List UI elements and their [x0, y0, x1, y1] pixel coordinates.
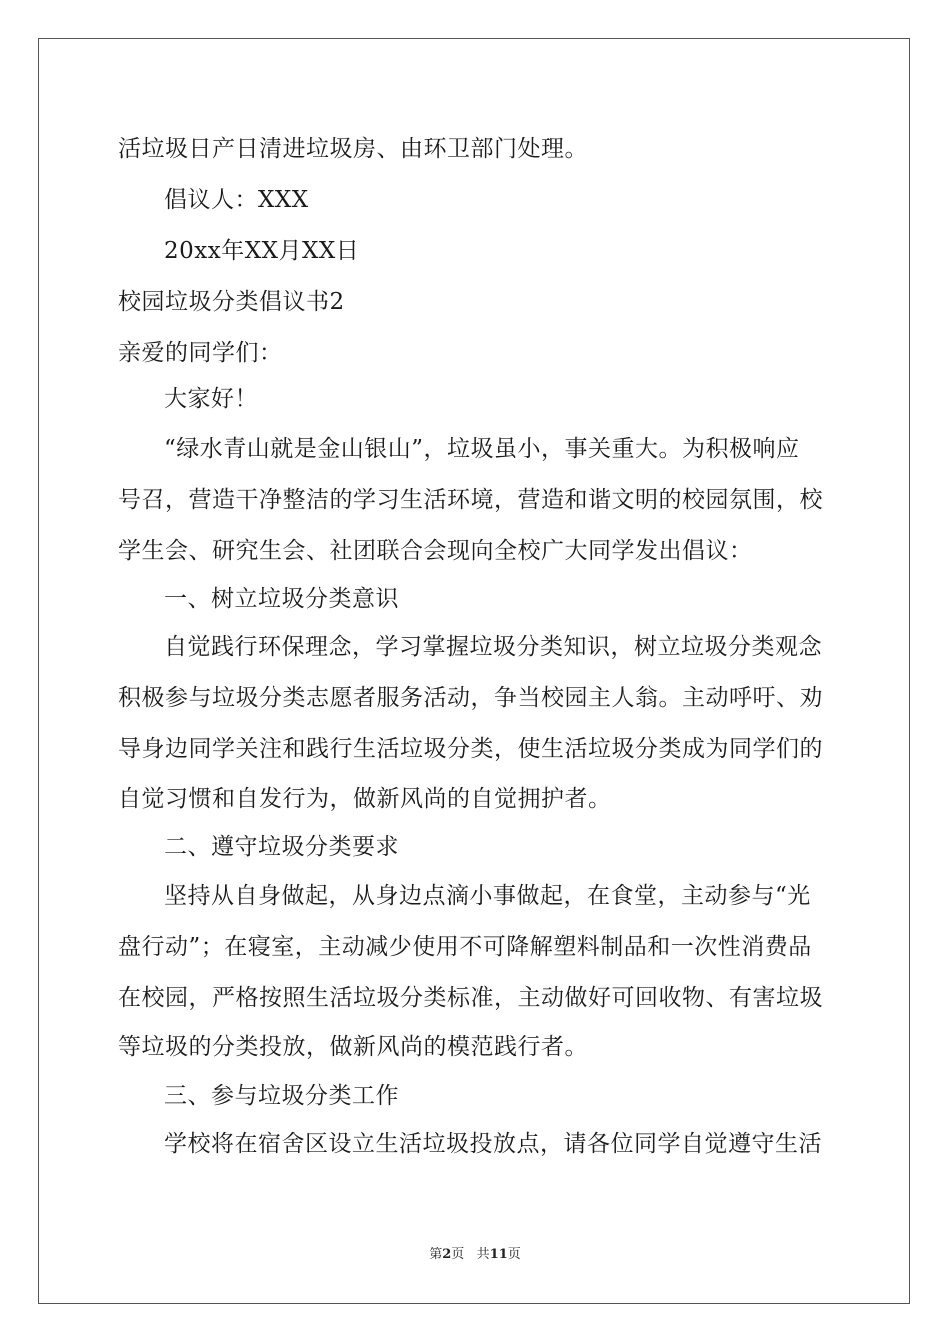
body-line: 学生会、研究生会、社团联合会现向全校广大同学发出倡议： — [118, 538, 753, 564]
salutation: 亲爱的同学们： — [118, 340, 283, 366]
body-line: 活垃圾日产日清进垃圾房、由环卫部门处理。 — [118, 136, 588, 162]
date-line: 20xx年XX月XX日 — [164, 238, 360, 264]
body-line: “绿水青山就是金山银山”，垃圾虽小，事关重大。为积极响应 — [164, 436, 800, 462]
body-line: 自觉践行环保理念，学习掌握垃圾分类知识，树立垃圾分类观念 — [164, 634, 822, 660]
page-number-prefix: 第 — [429, 1247, 443, 1262]
body-line: 在校园，严格按照生活垃圾分类标准，主动做好可回收物、有害垃圾 — [118, 985, 823, 1011]
page-frame — [38, 38, 910, 1304]
greeting: 大家好！ — [164, 386, 258, 412]
signatory-line: 倡议人：XXX — [164, 187, 309, 213]
body-line: 等垃圾的分类投放，做新风尚的模范践行者。 — [118, 1034, 588, 1060]
page-number-suffix: 页 — [451, 1247, 465, 1262]
body-line: 学校将在宿舍区设立生活垃圾投放点，请各位同学自觉遵守生活 — [164, 1131, 822, 1157]
body-line: 导身边同学关注和践行生活垃圾分类，使生活垃圾分类成为同学们的 — [118, 736, 823, 762]
body-line: 盘行动”；在寝室，主动减少使用不可降解塑料制品和一次性消费品 — [118, 934, 812, 960]
total-pages-prefix: 共 — [476, 1247, 490, 1262]
section-heading-3: 三、参与垃圾分类工作 — [164, 1083, 399, 1109]
body-line: 坚持从自身做起，从身边点滴小事做起，在食堂，主动参与“光 — [164, 883, 811, 909]
section-heading-1: 一、树立垃圾分类意识 — [164, 586, 399, 612]
document-title: 校园垃圾分类倡议书2 — [118, 289, 345, 315]
total-pages: 11 — [489, 1247, 508, 1262]
section-heading-2: 二、遵守垃圾分类要求 — [164, 834, 399, 860]
body-line: 积极参与垃圾分类志愿者服务活动，争当校园主人翁。主动呼吁、劝 — [118, 685, 823, 711]
body-line: 号召，营造干净整洁的学习生活环境，营造和谐文明的校园氛围，校 — [118, 487, 823, 513]
page-footer — [0, 1246, 950, 1264]
body-line: 自觉习惯和自发行为，做新风尚的自觉拥护者。 — [118, 786, 612, 812]
page-number: 2 — [442, 1247, 452, 1262]
total-pages-suffix: 页 — [507, 1247, 521, 1262]
